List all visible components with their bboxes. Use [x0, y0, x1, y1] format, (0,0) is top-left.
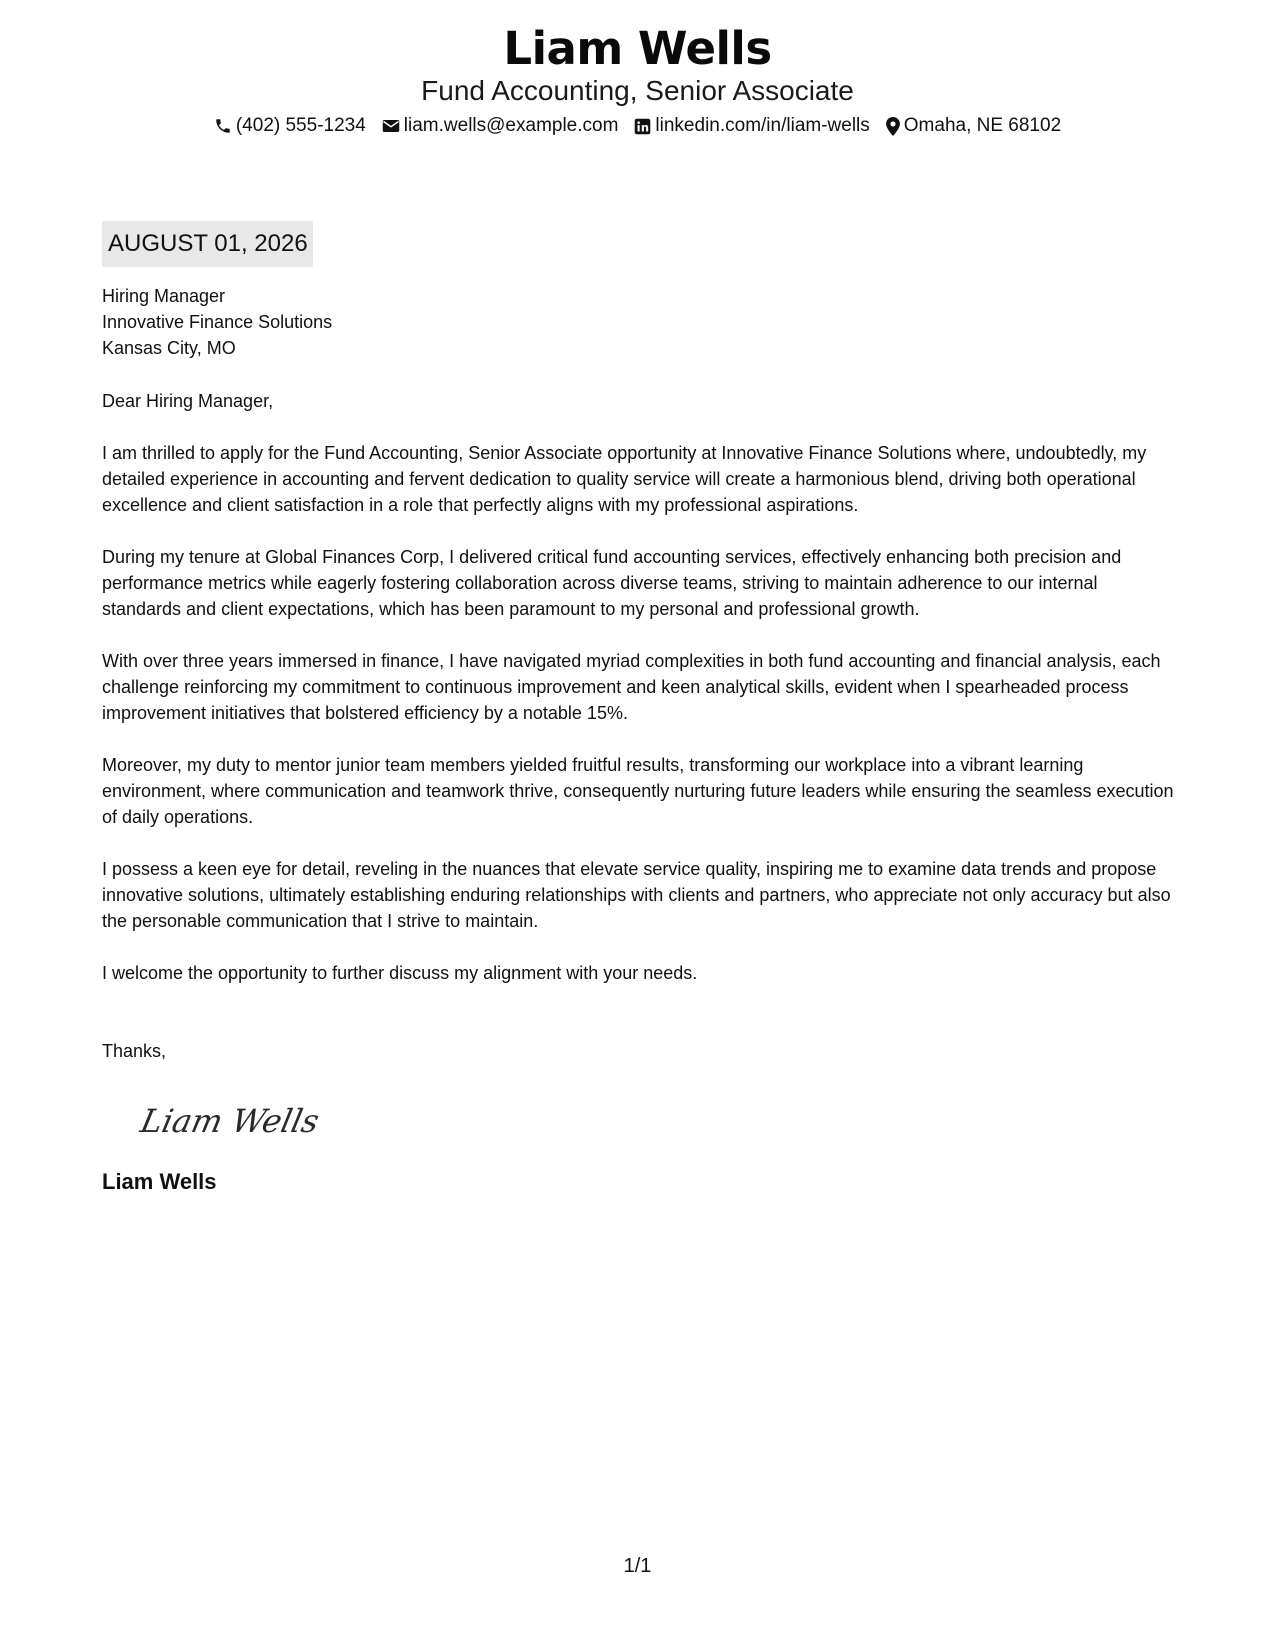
contact-linkedin — [634, 114, 869, 138]
recipient-block — [102, 283, 1177, 361]
phone-icon — [214, 117, 232, 135]
envelope-icon — [382, 118, 400, 134]
applicant-title: Fund Accounting, Senior Associate — [421, 75, 854, 106]
linkedin-icon — [634, 118, 651, 135]
linkedin-text: linkedin.com/in/liam-wells — [655, 115, 870, 136]
map-pin-icon — [886, 117, 900, 136]
handwritten-signature — [136, 1090, 356, 1150]
email-text: liam.wells@example.com — [403, 115, 619, 136]
closing: Thanks, — [102, 1041, 167, 1061]
signature — [136, 1090, 1177, 1150]
letter-date: AUGUST 01, 2026 — [102, 221, 313, 267]
body-paragraph: I welcome the opportunity to further discuss my alignment with your needs. — [102, 963, 698, 983]
body-paragraph: I possess a keen eye for detail, reveling in the nuances that elevate service quality, inspiring me to examine data trends and propose innovative solutions, ultimately establishing enduring relationships with clients and partners, who appreciate not only accuracy but also the personable communication that I strive to maintain. — [102, 859, 1171, 931]
recipient-line: Kansas City, MO — [102, 338, 236, 358]
body-paragraph: With over three years immersed in finance, I have navigated myriad complexities in both fund accounting and financial analysis, each challenge reinforcing my commitment to continuous improvement and keen analytical skills, evident when I spearheaded process improvement initiatives that bolstered efficiency by a notable 15%. — [102, 651, 1161, 723]
body-paragraph: Moreover, my duty to mentor junior team members yielded fruitful results, transforming our workplace into a vibrant learning environment, where communication and teamwork thrive, consequently nurturing future leaders while ensuring the seamless execution of daily operations. — [102, 755, 1174, 827]
letter-body — [102, 221, 1177, 1196]
phone-text: (402) 555-1234 — [235, 115, 366, 136]
signer-name: Liam Wells — [102, 1169, 217, 1194]
body-paragraph: During my tenure at Global Finances Corp, I delivered critical fund accounting services, effectively enhancing both precision and performance metrics while eagerly fostering collaboration across diverse teams, striving to maintain adherence to our internal standards and client expectations, which has been paramount to my personal and professional growth. — [102, 547, 1122, 619]
letter-header — [0, 22, 1275, 138]
body-paragraph: I am thrilled to apply for the Fund Accounting, Senior Associate opportunity at Innovative Finance Solutions where, undoubtedly, my detailed experience in accounting and fervent dedication to quality service will create a harmonious blend, driving both operational excellence and client satisfaction in a role that perfectly aligns with my professional aspirations. — [102, 443, 1147, 515]
location-text: Omaha, NE 68102 — [903, 115, 1062, 136]
recipient-line: Hiring Manager — [102, 286, 226, 306]
recipient-line: Innovative Finance Solutions — [102, 312, 333, 332]
applicant-name: Liam Wells — [503, 22, 772, 75]
page-number: 1/1 — [623, 1555, 652, 1577]
contact-bar — [0, 114, 1275, 138]
salutation: Dear Hiring Manager, — [102, 391, 274, 411]
contact-email — [382, 114, 619, 138]
contact-location — [886, 114, 1061, 138]
svg-text:Liam Wells: Liam Wells — [137, 1102, 323, 1140]
contact-phone — [214, 114, 366, 138]
